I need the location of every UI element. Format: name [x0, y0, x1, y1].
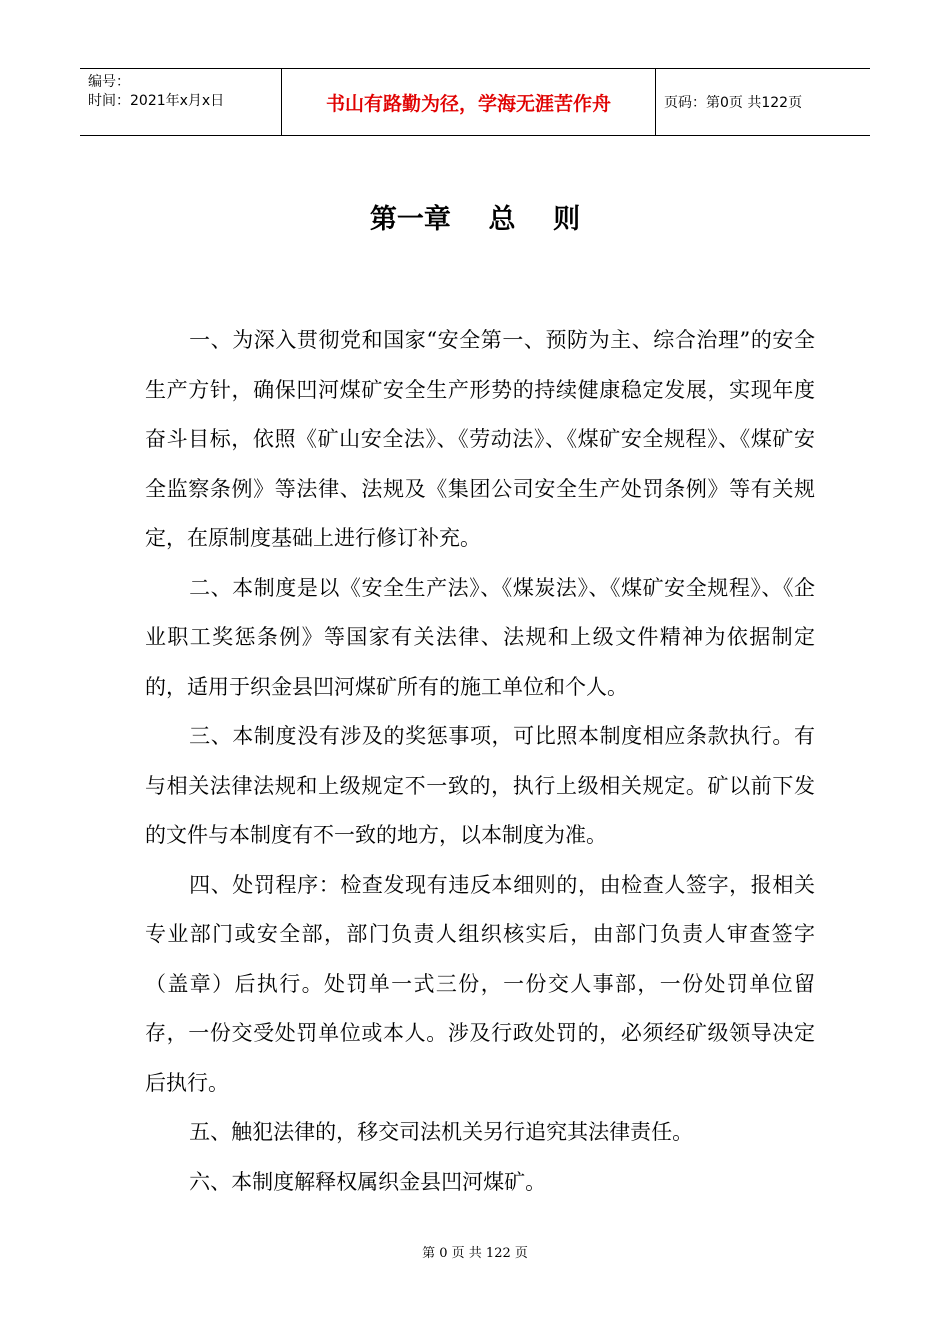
paragraph-2: 二、本制度是以《安全生产法》、《煤炭法》、《煤矿安全规程》、《企业职工奖惩条例》等国家有关法律、法规和上级文件精神为依据制定的，适用于织金县凹河煤矿所有的施工单位和个人。 [145, 575, 815, 699]
document-number-label: 编号： [88, 74, 130, 90]
paragraph-1: 一、为深入贯彻党和国家“安全第一、预防为主、综合治理”的安全生产方针，确保凹河煤矿安全生产形势的持续健康稳定发展，实现年度奋斗目标，依照《矿山安全法》、《劳动法》、《煤矿安全规程》、《煤矿安全监察条例》等法律、法规及《集团公司安全生产处罚条例》等有关规定，在原制度基础上进行修订补充。 [145, 328, 815, 550]
paragraph-4: 四、处罚程序：检查发现有违反本细则的，由检查人签字，报相关专业部门或安全部，部门负责人组织核实后，由部门负责人审查签字（盖章）后执行。处罚单一式三份，一份交人事部，一份处罚单位留存，一份交受处罚单位或本人。涉及行政处罚的，必须经矿级领导决定后执行。 [145, 872, 815, 1095]
paragraph-5: 五、触犯法律的，移交司法机关另行追究其法律责任。 [189, 1120, 694, 1144]
paragraph-6: 六、本制度解释权属织金县凹河煤矿。 [189, 1169, 547, 1194]
document-header [80, 68, 870, 136]
paragraph-3: 三、本制度没有涉及的奖惩事项，可比照本制度相应条款执行。有与相关法律法规和上级规定不一致的，执行上级相关规定。矿以前下发的文件与本制度有不一致的地方，以本制度为准。 [145, 724, 815, 847]
document-body [145, 316, 815, 1207]
header-motto: 书山有路勤为径，学海无涯苦作舟 [325, 92, 611, 115]
header-divider [655, 69, 656, 135]
header-page-info: 页码：第0页 共122页 [664, 95, 803, 111]
document-time-label: 时间：2021年x月x日 [88, 93, 225, 109]
page-footer: 第 0 页 共 122 页 [422, 1246, 528, 1261]
header-meta [88, 73, 278, 111]
chapter-title: 第一章 总 则 [369, 204, 581, 235]
